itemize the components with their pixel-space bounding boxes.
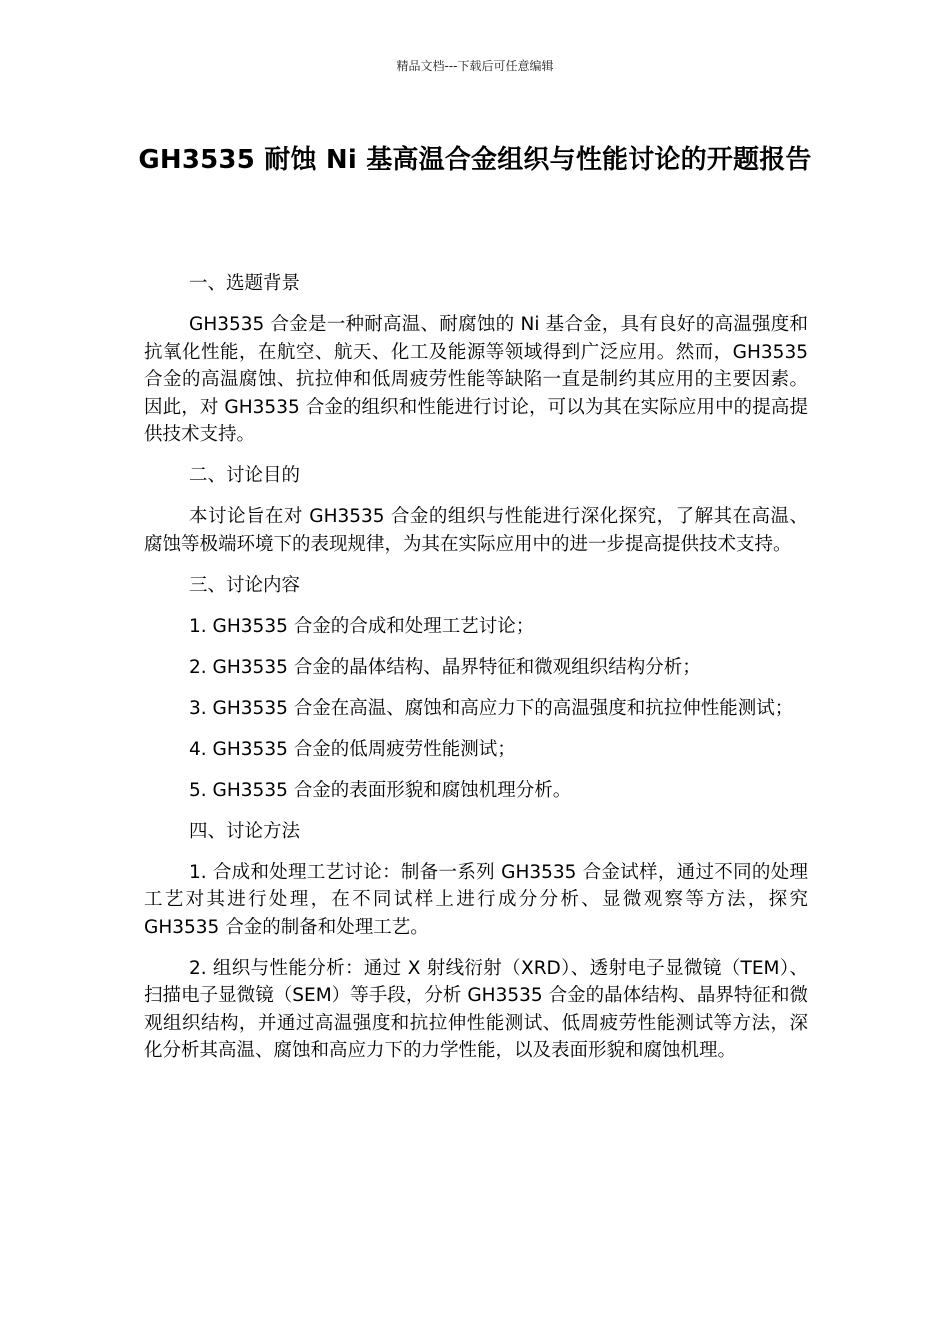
document-body: [144, 270, 808, 1078]
section-heading-methods: 四、讨论方法: [189, 820, 301, 842]
section-heading-purpose: 二、讨论目的: [189, 465, 301, 486]
paragraph-purpose: 本讨论旨在对 GH3535 合金的组织与性能进行深化探究，了解其在高温、腐蚀等极端环境下的表现规律，为其在实际应用中的进一步提高提供技术支持。: [144, 506, 808, 555]
section-heading-content: 三、讨论内容: [189, 574, 301, 596]
content-item-4: 4. GH3535 合金的低周疲劳性能测试；: [189, 738, 516, 760]
section-heading-background: 一、选题背景: [189, 273, 301, 294]
content-item-2: 2. GH3535 合金的晶体结构、晶界特征和微观组织结构分析；: [189, 656, 701, 678]
document-title: GH3535 耐蚀 Ni 基高温合金组织与性能讨论的开题报告: [138, 145, 812, 175]
content-item-5: 5. GH3535 合金的表面形貌和腐蚀机理分析。: [189, 779, 572, 801]
content-item-1: 1. GH3535 合金的合成和处理工艺讨论；: [189, 615, 535, 637]
content-item-3: 3. GH3535 合金在高温、腐蚀和高应力下的高温强度和抗拉伸性能测试；: [189, 697, 794, 719]
header-note: 精品文档---下载后可任意编辑: [396, 59, 554, 73]
method-item-2: 2. 组织与性能分析：通过 X 射线衍射（XRD）、透射电子显微镜（TEM）、扫描电子显微镜（SEM）等手段，分析 GH3535 合金的晶体结构、晶界特征和微观组织结构，并通过高温强度和抗拉伸性能测试、低周疲劳性能测试等方法，深化分析其高温、腐蚀和高应力下的力学性能，以及表面形貌和腐蚀机理。: [144, 957, 808, 1061]
paragraph-background: GH3535 合金是一种耐高温、耐腐蚀的 Ni 基合金，具有良好的高温强度和抗氧化性能，在航空、航天、化工及能源等领域得到广泛应用。然而，GH3535 合金的高温腐蚀、抗拉伸和低周疲劳性能等缺陷一直是制约其应用的主要因素。因此，对 GH3535 合金的组织和性能进行讨论，可以为其在实际应用中的提高提供技术支持。: [144, 314, 808, 445]
method-item-1: 1. 合成和处理工艺讨论：制备一系列 GH3535 合金试样，通过不同的处理工艺对其进行处理，在不同试样上进行成分分析、显微观察等方法，探究 GH3535 合金的制备和处理工艺。: [144, 861, 808, 938]
